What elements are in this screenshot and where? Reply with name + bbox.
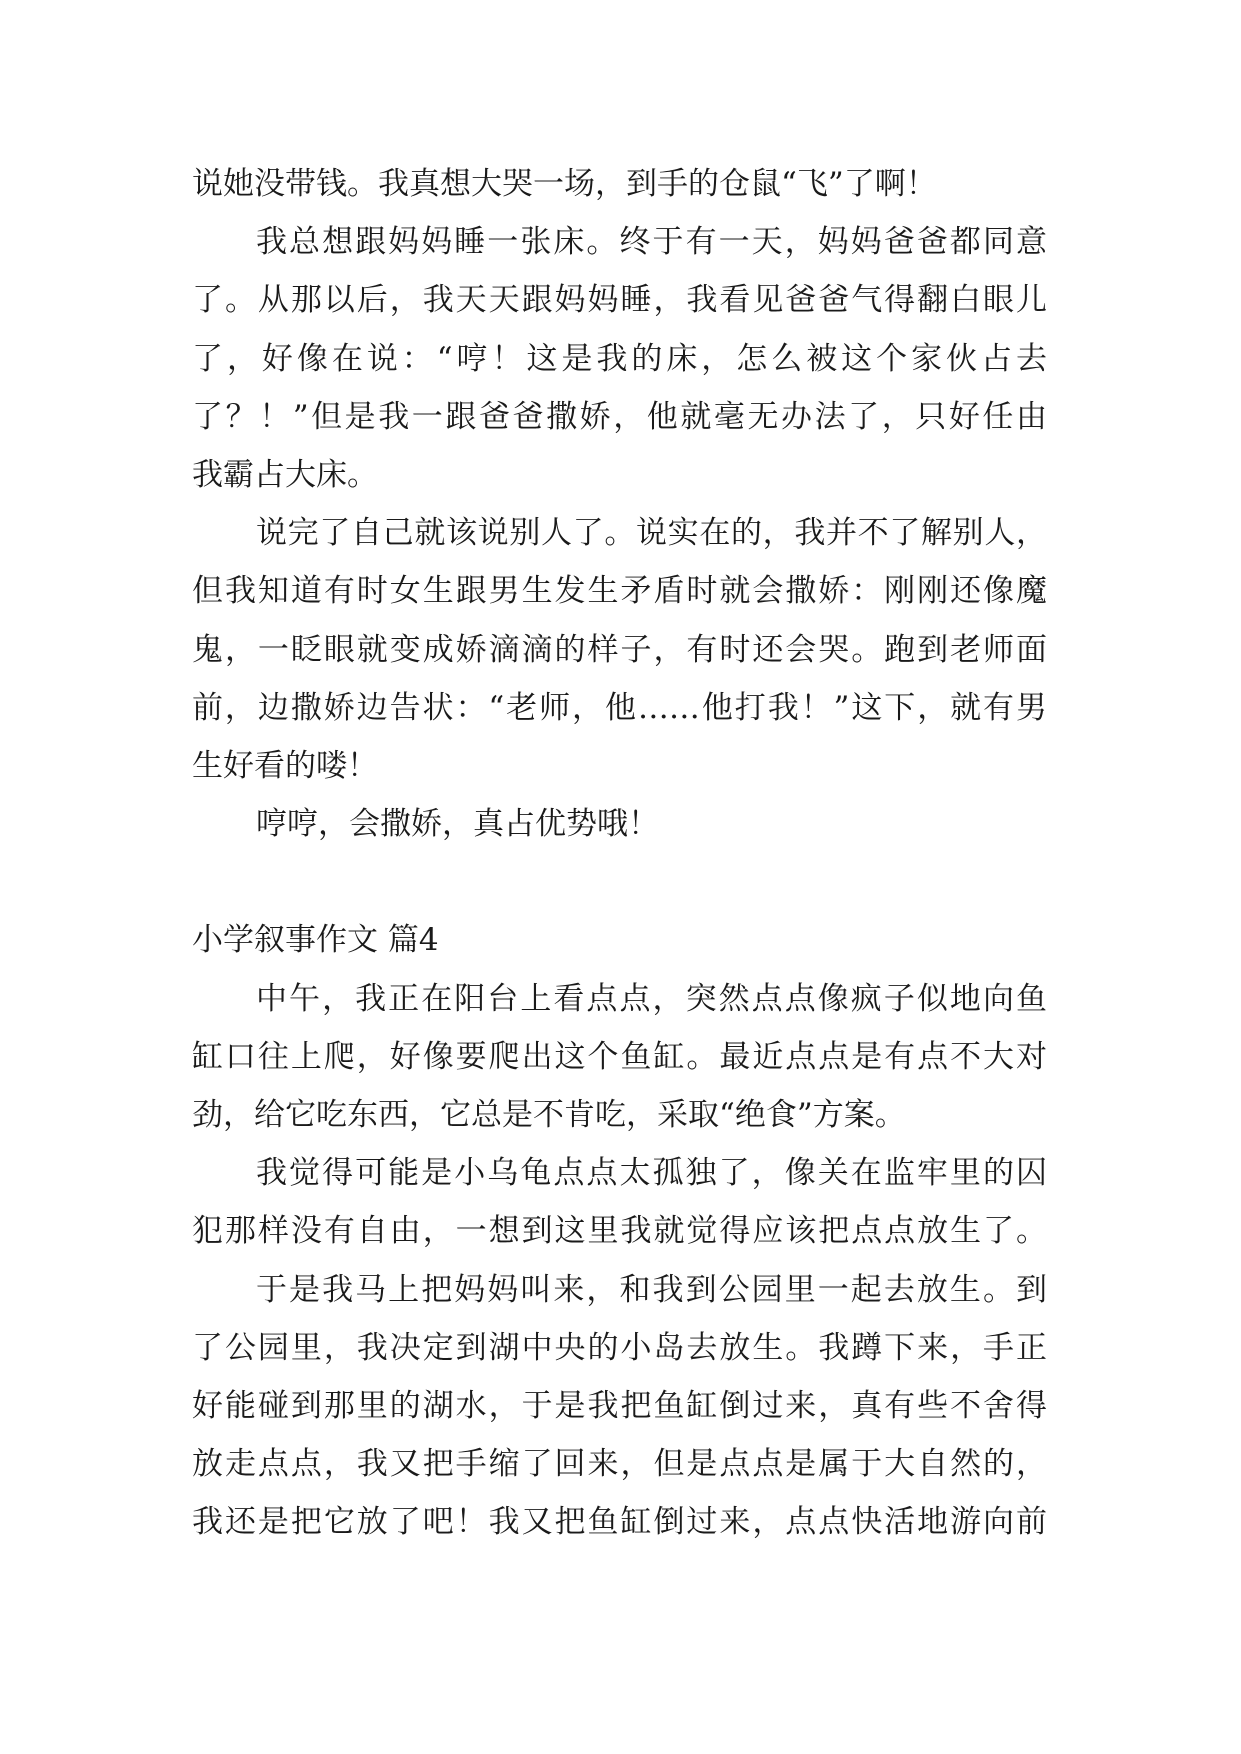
text-line: 缸口往上爬，好像要爬出这个鱼缸。最近点点是有点不大对 xyxy=(192,1038,1047,1075)
text-line: 生好看的喽！ xyxy=(192,747,378,784)
text-line: 前，边撒娇边告状：“老师，他……他打我！”这下，就有男 xyxy=(192,689,1047,726)
paragraph xyxy=(192,1144,1047,1260)
text-line: 于是我马上把妈妈叫来，和我到公园里一起去放生。到 xyxy=(256,1271,1047,1308)
text-line: 犯那样没有自由，一想到这里我就觉得应该把点点放生了。 xyxy=(192,1213,1047,1250)
text-line: 但我知道有时女生跟男生发生矛盾时就会撒娇：刚刚还像魔 xyxy=(192,573,1047,610)
text-line: 鬼，一眨眼就变成娇滴滴的样子，有时还会哭。跑到老师面 xyxy=(192,631,1047,668)
text-line: 我霸占大床。 xyxy=(192,456,378,493)
text-line: 了，好像在说：“哼！这是我的床，怎么被这个家伙占去 xyxy=(192,340,1047,377)
text-line: 了。从那以后，我天天跟妈妈睡，我看见爸爸气得翻白眼儿 xyxy=(192,282,1047,319)
text-line: 说完了自己就该说别人了。说实在的，我并不了解别人， xyxy=(256,515,1047,552)
text-line: 我还是把它放了吧！我又把鱼缸倒过来，点点快活地游向前 xyxy=(192,1504,1047,1541)
text-line: 了？！”但是我一跟爸爸撒娇，他就毫无办法了，只好任由 xyxy=(192,398,1047,435)
text-line: 放走点点，我又把手缩了回来，但是点点是属于大自然的， xyxy=(192,1446,1047,1483)
section-heading: 小学叙事作文 篇4 xyxy=(192,922,439,959)
paragraph xyxy=(192,155,1047,213)
text-line: 说她没带钱。我真想大哭一场，到手的仓鼠“飞”了啊！ xyxy=(192,166,937,202)
text-line: 我总想跟妈妈睡一张床。终于有一天，妈妈爸爸都同意 xyxy=(256,224,1047,261)
paragraph xyxy=(192,795,1047,853)
paragraph xyxy=(192,213,1047,504)
paragraph xyxy=(192,970,1047,1145)
paragraph xyxy=(192,1261,1047,1552)
text-line: 哼哼，会撒娇，真占优势哦！ xyxy=(256,806,659,843)
paragraph xyxy=(192,504,1047,795)
text-line: 中午，我正在阳台上看点点，突然点点像疯子似地向鱼 xyxy=(256,980,1047,1017)
text-line: 劲，给它吃东西，它总是不肯吃，采取“绝食”方案。 xyxy=(192,1097,906,1133)
text-line: 了公园里，我决定到湖中央的小岛去放生。我蹲下来，手正 xyxy=(192,1329,1047,1366)
text-line: 好能碰到那里的湖水，于是我把鱼缸倒过来，真有些不舍得 xyxy=(192,1387,1047,1424)
blank-line xyxy=(192,853,1047,911)
document-body xyxy=(192,155,1047,1552)
text-line: 我觉得可能是小乌龟点点太孤独了，像关在监牢里的囚 xyxy=(256,1155,1047,1192)
